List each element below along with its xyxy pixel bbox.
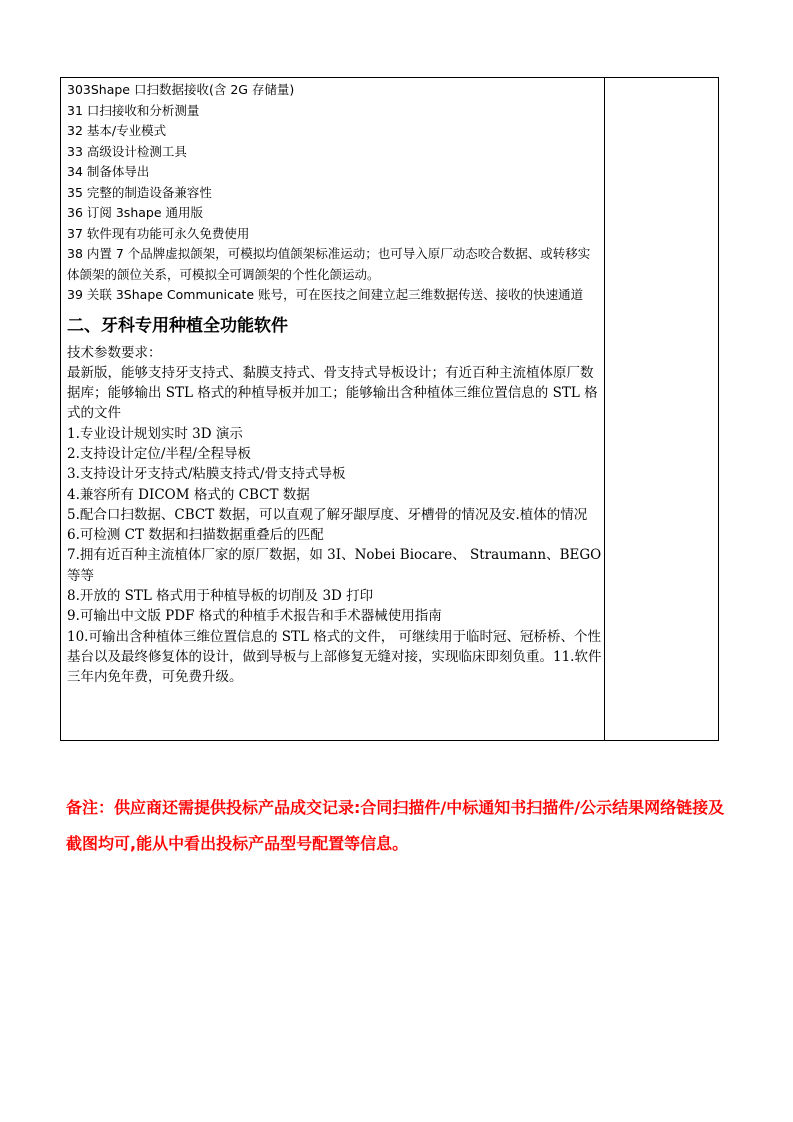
spec-line: 32 基本/专业模式 (67, 123, 167, 138)
tech-item: 10.可输出含种植体三维位置信息的 STL 格式的文件， 可继续用于临时冠、冠桥桥、个性基台以及最终修复体的设计，做到导板与上部修复无缝对接，实现临床即刻负重。11.软件三年内免年费，可免费升级。 (67, 628, 602, 686)
tech-item: 4.兼容所有 DICOM 格式的 CBCT 数据 (67, 486, 310, 503)
spec-item-39: 39 关联 3Shape Communicate 账号，可在医技之间建立起三维数据传送、接收的快速通道 (67, 287, 584, 302)
tech-item: 8.开放的 STL 格式用于种植导板的切削及 3D 打印 (67, 588, 374, 605)
tech-item: 3.支持设计牙支持式/粘膜支持式/骨支持式导板 (67, 466, 346, 483)
remark-note: 备注：供应商还需提供投标产品成交记录:合同扫描件/中标通知书扫描件/公示结果网络链接及截图均可,能从中看出投标产品型号配置等信息。 (66, 798, 725, 853)
tech-item: 5.配合口扫数据、CBCT 数据，可以直观了解牙龈厚度、牙槽骨的情况及安.植体的情况 (67, 506, 588, 523)
spec-line: 37 软件现有功能可永久免费使用 (67, 225, 250, 241)
tech-item: 9.可输出中文版 PDF 格式的种植手术报告和手术器械使用指南 (67, 608, 442, 625)
tech-item: 6.可检测 CT 数据和扫描数据重叠后的匹配 (67, 527, 324, 544)
spec-cell (67, 80, 602, 688)
tech-item: 2.支持设计定位/半程/全程导板 (67, 445, 251, 462)
spec-line: 31 口扫接收和分析测量 (67, 102, 200, 118)
tech-item: 7.拥有近百种主流植体厂家的原厂数据，如 3I、Nobei Biocare、 Straumann、BEGO 等等 (67, 547, 602, 584)
spec-line: 35 完整的制造设备兼容性 (67, 184, 212, 200)
spec-item-38: 38 内置 7 个品牌虚拟颌架，可模拟均值颌架标准运动；也可导入原厂动态咬合数据、或转移实体颌架的颌位关系，可模拟全可调颌架的个性化颌运动。 (67, 246, 591, 282)
column-divider (604, 78, 605, 740)
spec-table (60, 77, 719, 741)
tech-intro: 最新版，能够支持牙支持式、黏膜支持式、骨支持式导板设计；有近百种主流植体原厂数据库；能够输出 STL 格式的种植导板并加工；能够输出含种植体三维位置信息的 STL 格式的文件 (67, 364, 598, 422)
spec-line: 303Shape 口扫数据接收(含 2G 存储量) (67, 82, 295, 97)
spec-line: 34 制备体导出 (67, 164, 150, 179)
section-title: 二、牙科专用种植全功能软件 (67, 315, 288, 336)
tech-label: 技术参数要求： (67, 344, 162, 361)
spec-line: 33 高级设计检测工具 (67, 143, 187, 159)
tech-item: 1.专业设计规划实时 3D 演示 (67, 425, 243, 442)
spec-line: 36 订阅 3shape 通用版 (67, 205, 203, 220)
